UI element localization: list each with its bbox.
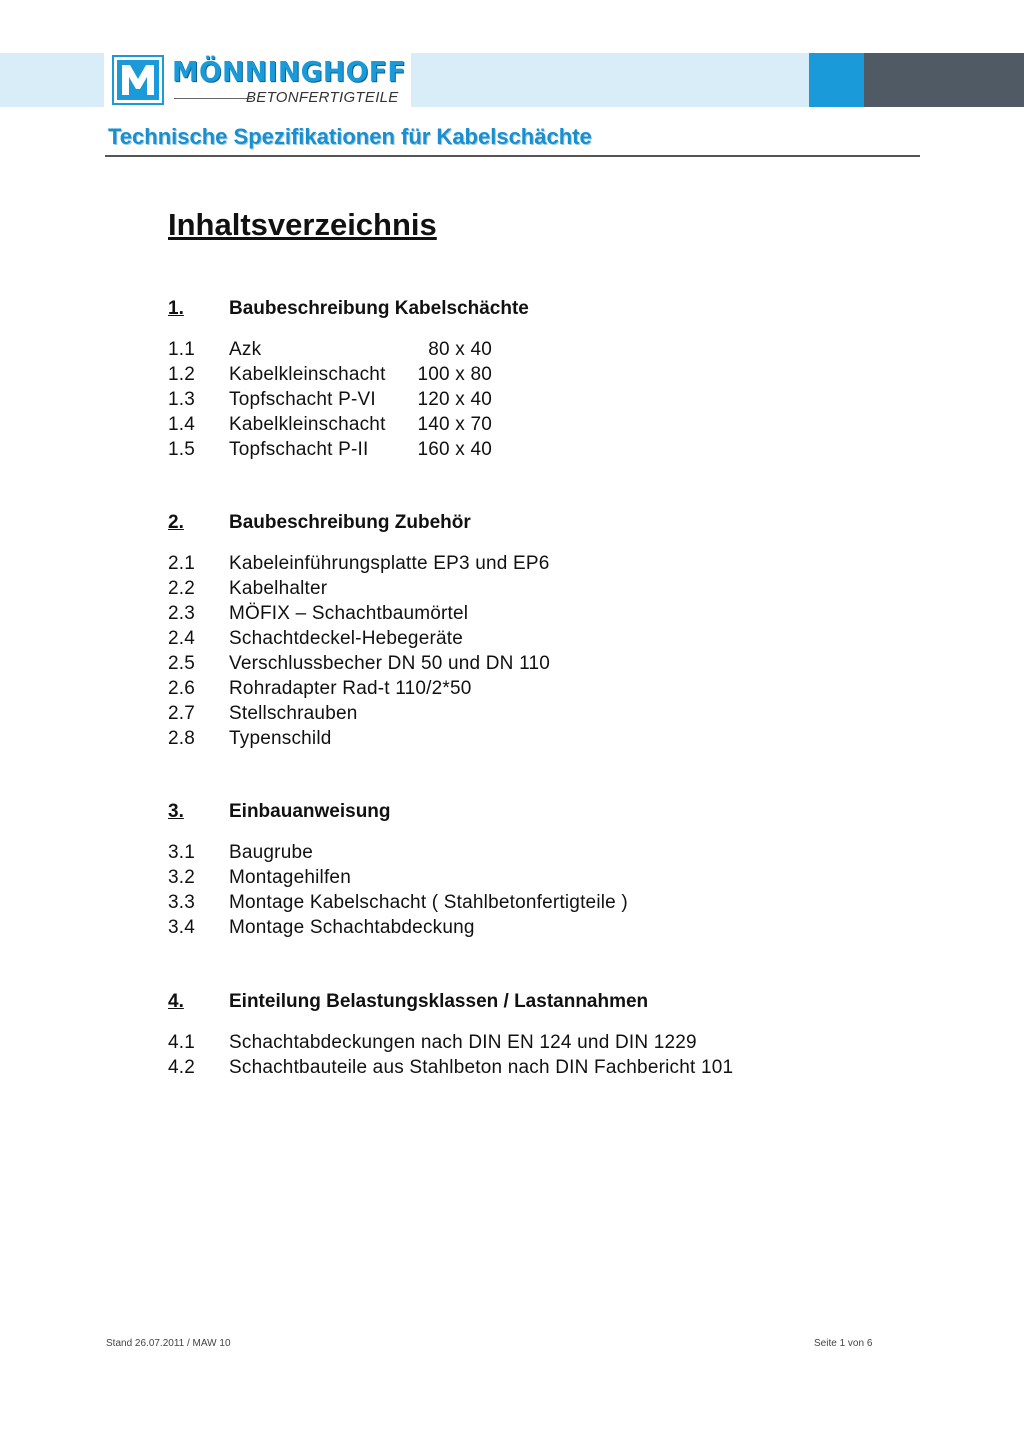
- toc-item: [168, 337, 928, 362]
- header-accent-block: [809, 53, 864, 107]
- section-heading: [168, 799, 928, 824]
- section-items: [168, 551, 928, 751]
- item-number: 1.2: [168, 364, 196, 385]
- footer-revision: Stand 26.07.2011 / MAW 10: [106, 1338, 231, 1349]
- item-size: 80 x 40: [428, 339, 492, 360]
- item-number: 2.1: [168, 553, 196, 574]
- item-size: 120 x 40: [417, 389, 492, 410]
- item-number: 2.4: [168, 628, 196, 649]
- toc-item: [168, 726, 928, 751]
- footer-page-number: Seite 1 von 6: [814, 1338, 873, 1349]
- section-items: [168, 840, 928, 940]
- toc-item: [168, 551, 928, 576]
- item-name: Baugrube: [229, 842, 314, 863]
- item-number: 3.1: [168, 842, 196, 863]
- item-number: 2.8: [168, 728, 196, 749]
- toc-section-1: [168, 296, 928, 462]
- toc-item: [168, 601, 928, 626]
- item-number: 2.6: [168, 678, 196, 699]
- item-name: Kabeleinführungsplatte EP3 und EP6: [229, 553, 550, 574]
- item-number: 2.5: [168, 653, 196, 674]
- toc-item: [168, 915, 928, 940]
- item-size: 140 x 70: [417, 414, 492, 435]
- logo-m-icon: [112, 55, 164, 105]
- toc-item: [168, 1055, 928, 1080]
- item-name: Montage Schachtabdeckung: [229, 917, 475, 938]
- item-name: Schachtbauteile aus Stahlbeton nach DIN Fachbericht 101: [229, 1057, 734, 1078]
- toc-item: [168, 890, 928, 915]
- logo-subtitle: BETONFERTIGTEILE: [246, 89, 399, 106]
- item-name: Schachtabdeckungen nach DIN EN 124 und DIN 1229: [229, 1032, 697, 1053]
- item-number: 4.2: [168, 1057, 196, 1078]
- item-name: Montage Kabelschacht ( Stahlbetonfertigteile ): [229, 892, 628, 913]
- item-name: Kabelhalter: [229, 578, 328, 599]
- section-heading: [168, 510, 928, 535]
- toc-item: [168, 626, 928, 651]
- logo-company-name: MÖNNINGHOFF: [172, 55, 407, 88]
- section-title: Einbauanweisung: [229, 801, 391, 822]
- item-number: 2.3: [168, 603, 196, 624]
- item-name: Topfschacht P-VI: [229, 389, 376, 410]
- toc-item: [168, 865, 928, 890]
- item-name: Schachtdeckel-Hebegeräte: [229, 628, 463, 649]
- section-items: [168, 337, 928, 462]
- item-name: Rohradapter Rad-t 110/2*50: [229, 678, 472, 699]
- section-title: Baubeschreibung Kabelschächte: [229, 298, 529, 319]
- item-size: 160 x 40: [417, 439, 492, 460]
- item-number: 2.2: [168, 578, 196, 599]
- toc-item: [168, 387, 928, 412]
- item-number: 3.2: [168, 867, 196, 888]
- toc-section-3: [168, 799, 928, 940]
- item-number: 3.3: [168, 892, 196, 913]
- item-name: Montagehilfen: [229, 867, 351, 888]
- section-heading: [168, 989, 928, 1014]
- item-name: Stellschrauben: [229, 703, 358, 724]
- item-number: 1.4: [168, 414, 196, 435]
- section-heading: [168, 296, 928, 321]
- toc-item: [168, 576, 928, 601]
- document-title: Technische Spezifikationen für Kabelschächte: [108, 124, 592, 149]
- section-number: 2.: [168, 512, 184, 533]
- item-name: MÖFIX – Schachtbaumörtel: [229, 603, 469, 624]
- toc-item: [168, 651, 928, 676]
- toc-item: [168, 437, 928, 462]
- toc-section-4: [168, 989, 928, 1080]
- item-name: Kabelkleinschacht: [229, 414, 386, 435]
- section-items: [168, 1030, 928, 1080]
- toc-item: [168, 1030, 928, 1055]
- logo-divider: [174, 98, 252, 99]
- item-number: 1.1: [168, 339, 196, 360]
- item-name: Typenschild: [229, 728, 332, 749]
- toc-item: [168, 362, 928, 387]
- item-size: 100 x 80: [417, 364, 492, 385]
- company-logo: [104, 53, 411, 107]
- section-number: 3.: [168, 801, 184, 822]
- item-number: 1.5: [168, 439, 196, 460]
- toc-section-2: [168, 510, 928, 751]
- toc-item: [168, 840, 928, 865]
- item-name: Topfschacht P-II: [229, 439, 369, 460]
- item-number: 3.4: [168, 917, 196, 938]
- item-name: Azk: [229, 339, 262, 360]
- toc-item: [168, 701, 928, 726]
- item-name: Verschlussbecher DN 50 und DN 110: [229, 653, 550, 674]
- item-name: Kabelkleinschacht: [229, 364, 386, 385]
- section-title: Baubeschreibung Zubehör: [229, 512, 471, 533]
- toc-item: [168, 676, 928, 701]
- item-number: 2.7: [168, 703, 196, 724]
- title-divider: [105, 155, 920, 157]
- toc-item: [168, 412, 928, 437]
- toc-heading: Inhaltsverzeichnis: [168, 207, 437, 242]
- item-number: 1.3: [168, 389, 196, 410]
- item-number: 4.1: [168, 1032, 196, 1053]
- header-dark-block: [864, 53, 1024, 107]
- section-number: 1.: [168, 298, 184, 319]
- section-title: Einteilung Belastungsklassen / Lastannahmen: [229, 991, 649, 1012]
- section-number: 4.: [168, 991, 184, 1012]
